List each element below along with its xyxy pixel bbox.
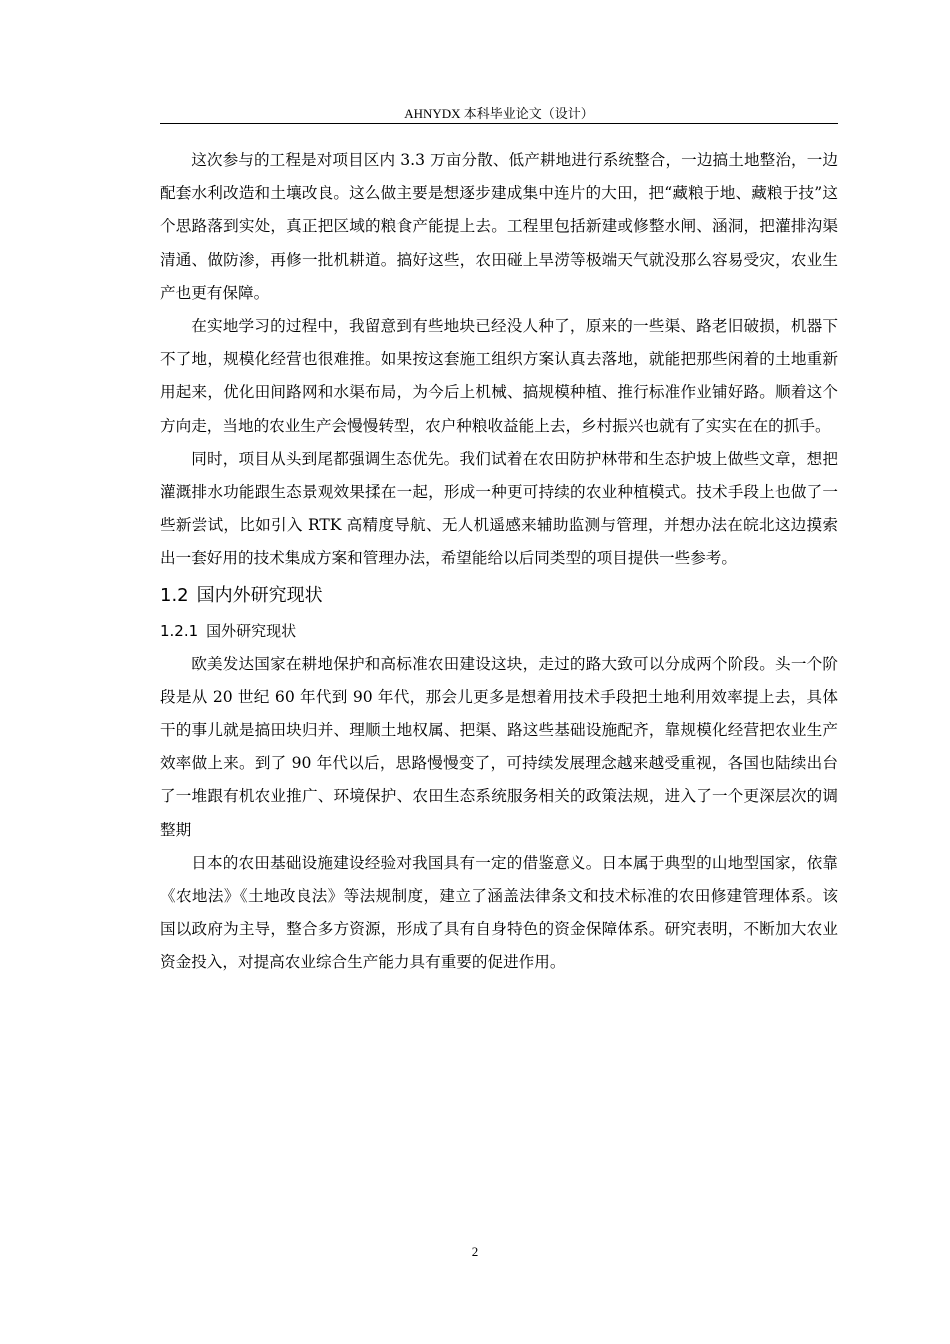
subsection-number: 1.2.1	[160, 621, 199, 640]
section-heading	[160, 578, 838, 614]
running-header: AHNYDX 本科毕业论文（设计）	[404, 106, 594, 121]
section-number: 1.2	[160, 584, 189, 606]
paragraph-project-scope: 这次参与的工程是对项目区内 3.3 万亩分散、低产耕地进行系统整合，一边搞土地整治，一边配套水利改造和土壤改良。这么做主要是想逐步建成集中连片的大田，把“藏粮于地、藏粮于技”这个思路落到实处，真正把区域的粮食产能提上去。工程里包括新建或修整水闸、涵洞，把灌排沟渠清通、做防渗，再修一批机耕道。搞好这些，农田碰上旱涝等极端天气就没那么容易受灾，农业生产也更有保障。	[160, 151, 838, 302]
section-title: 国内外研究现状	[196, 584, 323, 606]
paragraph-japan-experience: 日本的农田基础设施建设经验对我国具有一定的借鉴意义。日本属于典型的山地型国家，依靠《农地法》《土地改良法》等法规制度，建立了涵盖法律条文和技术标准的农田修建管理体系。该国以政府为主导，整合多方资源，形成了具有自身特色的资金保障体系。研究表明，不断加大农业资金投入，对提高农业综合生产能力具有重要的促进作用。	[160, 853, 838, 972]
header-rule	[160, 123, 838, 124]
body-content	[160, 144, 838, 980]
subsection-heading	[160, 614, 838, 648]
subsection-title: 国外研究现状	[206, 621, 297, 640]
paragraph-western-stages: 欧美发达国家在耕地保护和高标准农田建设这块，走过的路大致可以分成两个阶段。头一个阶段是从 20 世纪 60 年代到 90 年代，那会儿更多是想着用技术手段把土地利用效率提上去，具体干的事儿就是搞田块归并、理顺土地权属、把渠、路这些基础设施配齐，靠规模化经营把农业生产效率做上来。到了 90 年代以后，思路慢慢变了，可持续发展理念越来越受重视，各国也陆续出台了一堆跟有机农业推广、环境保护、农田生态系统服务相关的政策法规，进入了一个更深层次的调整期	[160, 654, 838, 839]
paragraph-field-observation: 在实地学习的过程中，我留意到有些地块已经没人种了，原来的一些渠、路老旧破损，机器下不了地，规模化经营也很难推。如果按这套施工组织方案认真去落地，就能把那些闲着的土地重新用起来，优化田间路网和水渠布局，为今后上机械、搞规模种植、推行标准作业铺好路。顺着这个方向走，当地的农业生产会慢慢转型，农户种粮收益能上去，乡村振兴也就有了实实在在的抓手。	[160, 317, 838, 435]
page-number: 2	[471, 1244, 479, 1259]
paragraph-ecology: 同时，项目从头到尾都强调生态优先。我们试着在农田防护林带和生态护坡上做些文章，想把灌溉排水功能跟生态景观效果揉在一起，形成一种更可持续的农业种植模式。技术手段上也做了一些新尝试，比如引入 RTK 高精度导航、无人机遥感来辅助监测与管理，并想办法在皖北这边摸索出一套好用的技术集成方案和管理办法，希望能给以后同类型的项目提供一些参考。	[160, 449, 838, 568]
